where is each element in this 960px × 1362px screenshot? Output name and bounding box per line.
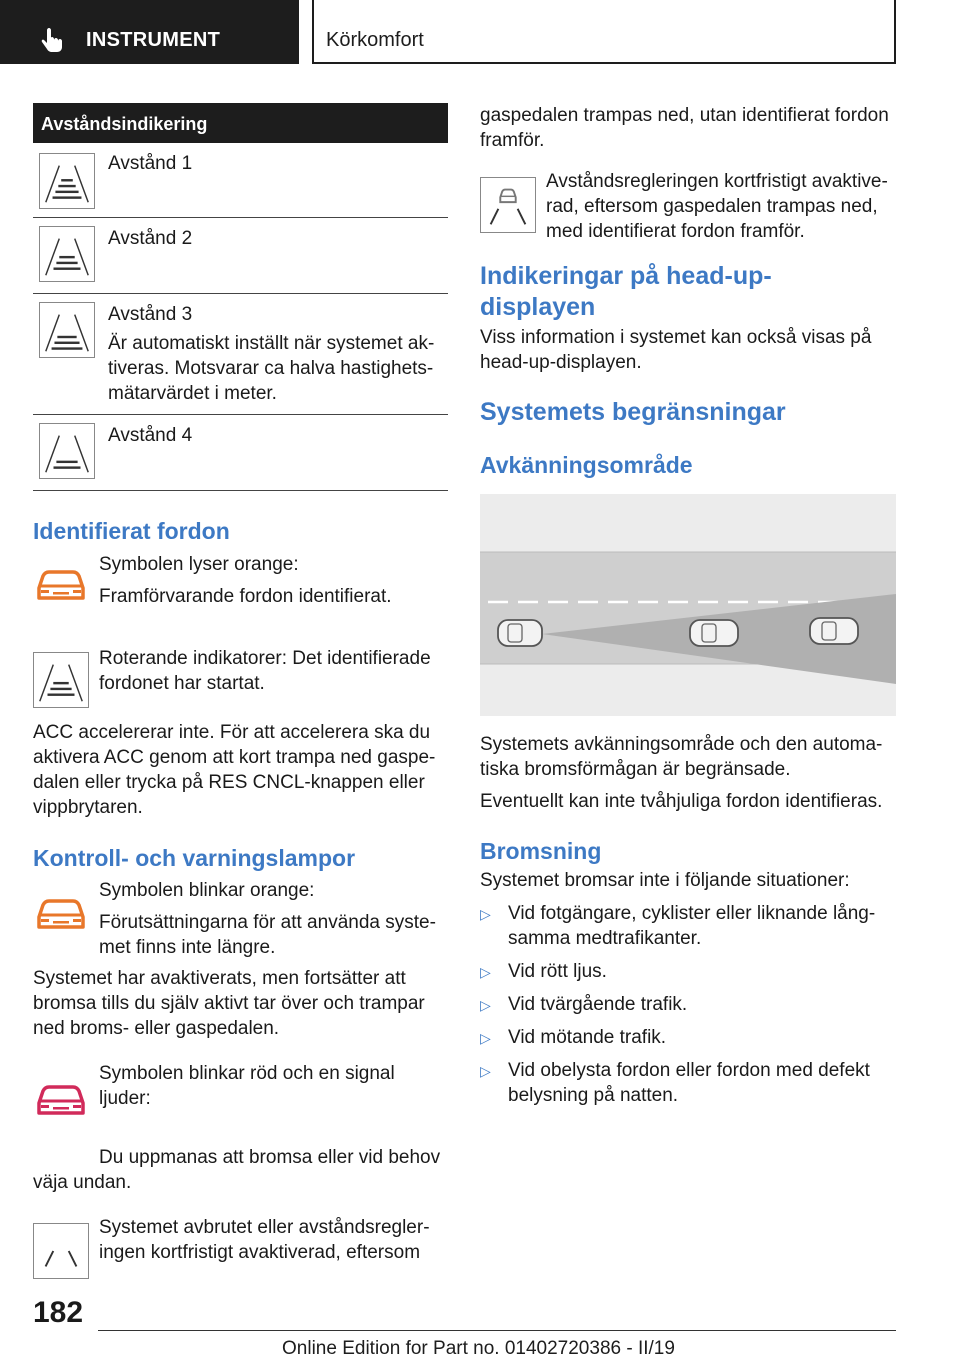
warning-para1: Systemet har avaktiverats, men fortsätter att bromsa tills du själv aktivt tar över och trampar ned broms- eller gaspedalen.: [33, 968, 425, 1039]
sensing-text-2: Eventuellt kan inte tvåhjuliga fordon identifieras.: [480, 791, 883, 812]
own-vehicle: [498, 620, 542, 646]
left-column: [33, 103, 448, 1285]
list-item-text: Vid rött ljus.: [508, 961, 607, 982]
rotating-indicator-icon: [33, 652, 89, 708]
distance-row-3-title: Avstånd 3: [108, 304, 193, 325]
bullet-arrow-icon: ▷: [480, 964, 491, 980]
orange-car-icon: [33, 554, 89, 610]
warning-lamps-heading: Kontroll- och varningslampor: [33, 845, 356, 871]
distance-row-1-text: Avstånd 1: [108, 153, 193, 174]
page-number: 182: [33, 1296, 84, 1329]
identified-sym2-text: Roterande indikatorer: Det identifierade fordonet har startat.: [99, 648, 431, 694]
list-item: [480, 1025, 896, 1050]
aborted-block: [33, 1215, 448, 1285]
limits-heading: Systemets begränsningar: [480, 398, 786, 426]
sensing-heading: Avkänningsområde: [480, 452, 693, 478]
identified-vehicle-heading: Identifierat fordon: [33, 518, 230, 544]
distance-3-icon: [39, 302, 95, 358]
braking-exceptions-list: [480, 901, 896, 1108]
distance-row-2: [33, 218, 448, 294]
list-item-text: Vid obelysta fordon eller fordon med defekt belysning på natten.: [508, 1060, 870, 1106]
distance-2-icon: [39, 226, 95, 282]
car-with-lane-lines-icon: [480, 177, 536, 233]
bullet-arrow-icon: ▷: [480, 906, 491, 922]
list-item: [480, 901, 896, 951]
continued-text: gaspedalen trampas ned, utan identifierat fordon framför.: [480, 105, 889, 151]
braking-heading: Bromsning: [480, 838, 602, 864]
identified-vehicle-section: [33, 516, 448, 696]
distance-row-2-text: Avstånd 2: [108, 228, 193, 249]
orange-car-blink-icon: [33, 883, 89, 939]
warning-sym1-line1: Symbolen blinkar orange:: [99, 880, 315, 901]
edition-text: Online Edition for Part no. 01402720386 - II/19: [282, 1338, 675, 1359]
deactivated-block: [480, 169, 896, 245]
list-item: [480, 1058, 896, 1108]
sensing-range-illustration: [480, 494, 896, 716]
warning-sym1-line2: Förutsättningarna för att använda syste-met finns inte längre.: [99, 912, 436, 958]
bullet-arrow-icon: ▷: [480, 1063, 491, 1079]
distance-row-3-desc: Är automatiskt inställt när systemet ak-tiveras. Motsvarar ca halva hastighets-mätarvärdet i meter.: [108, 333, 435, 404]
list-item-text: Vid mötande trafik.: [508, 1027, 667, 1048]
list-item-text: Vid fotgängare, cyklister eller liknande lång-samma medtrafikanter.: [508, 903, 876, 949]
lane-lines-icon: [33, 1223, 89, 1279]
distance-row-4: [33, 415, 448, 491]
right-column: [480, 103, 896, 1116]
warning-lamps-section: [33, 843, 448, 1285]
warning-sym3-text: Systemet avbrutet eller avståndsregler-ingen kortfristigt avaktiverad, eftersom: [99, 1217, 430, 1263]
distance-1-icon: [39, 153, 95, 209]
sensing-text-1: Systemets avkänningsområde och den automa-tiska bromsförmågan är begränsade.: [480, 734, 883, 780]
list-item: [480, 992, 896, 1017]
distance-row-4-text: Avstånd 4: [108, 425, 193, 446]
hud-heading: Indikeringar på head-up-displayen: [480, 262, 772, 321]
bullet-arrow-icon: ▷: [480, 997, 491, 1013]
distance-row-1: [33, 143, 448, 218]
footer-divider: [98, 1330, 896, 1331]
hand-pointer-icon: [40, 28, 64, 54]
vehicle-front: [810, 618, 858, 644]
identified-sym1-line1: Symbolen lyser orange:: [99, 554, 299, 575]
distance-row-3: [33, 294, 448, 415]
distance-4-icon: [39, 423, 95, 479]
deactivated-sym-text: Avståndsregleringen kortfristigt avaktive-rad, eftersom gaspedalen trampas ned, med identifierat fordon framför.: [546, 171, 888, 242]
header-chapter-tab: [312, 0, 896, 64]
warning-sym2-line1: Symbolen blinkar röd och en signal ljuder:: [99, 1063, 395, 1109]
list-item-text: Vid tvärgående trafik.: [508, 994, 688, 1015]
road-diagram: [480, 494, 896, 716]
identified-vehicle-para: ACC accelererar inte. För att accelerera ska du aktivera ACC genom att kort trampa ned gaspe-dalen eller trycka på RES CNCL-knappen eller vippbrytaren.: [33, 722, 436, 818]
braking-intro: Systemet bromsar inte i följande situationer:: [480, 870, 850, 891]
distance-table-heading: Avståndsindikering: [33, 103, 448, 143]
header-section-tab: [0, 0, 299, 64]
bullet-arrow-icon: ▷: [480, 1030, 491, 1046]
warning-sym2-line2: Du uppmanas att bromsa eller vid behov väja undan.: [33, 1147, 441, 1193]
identified-sym1-line2: Framförvarande fordon identifierat.: [99, 586, 392, 607]
header-section-label: INSTRUMENT: [86, 29, 221, 51]
vehicle-middle: [690, 620, 738, 646]
header-chapter-label: Körkomfort: [326, 29, 424, 51]
red-car-icon: [33, 1069, 89, 1125]
list-item: [480, 959, 896, 984]
hud-text: Viss information i systemet kan också visas på head-up-displayen.: [480, 327, 872, 373]
